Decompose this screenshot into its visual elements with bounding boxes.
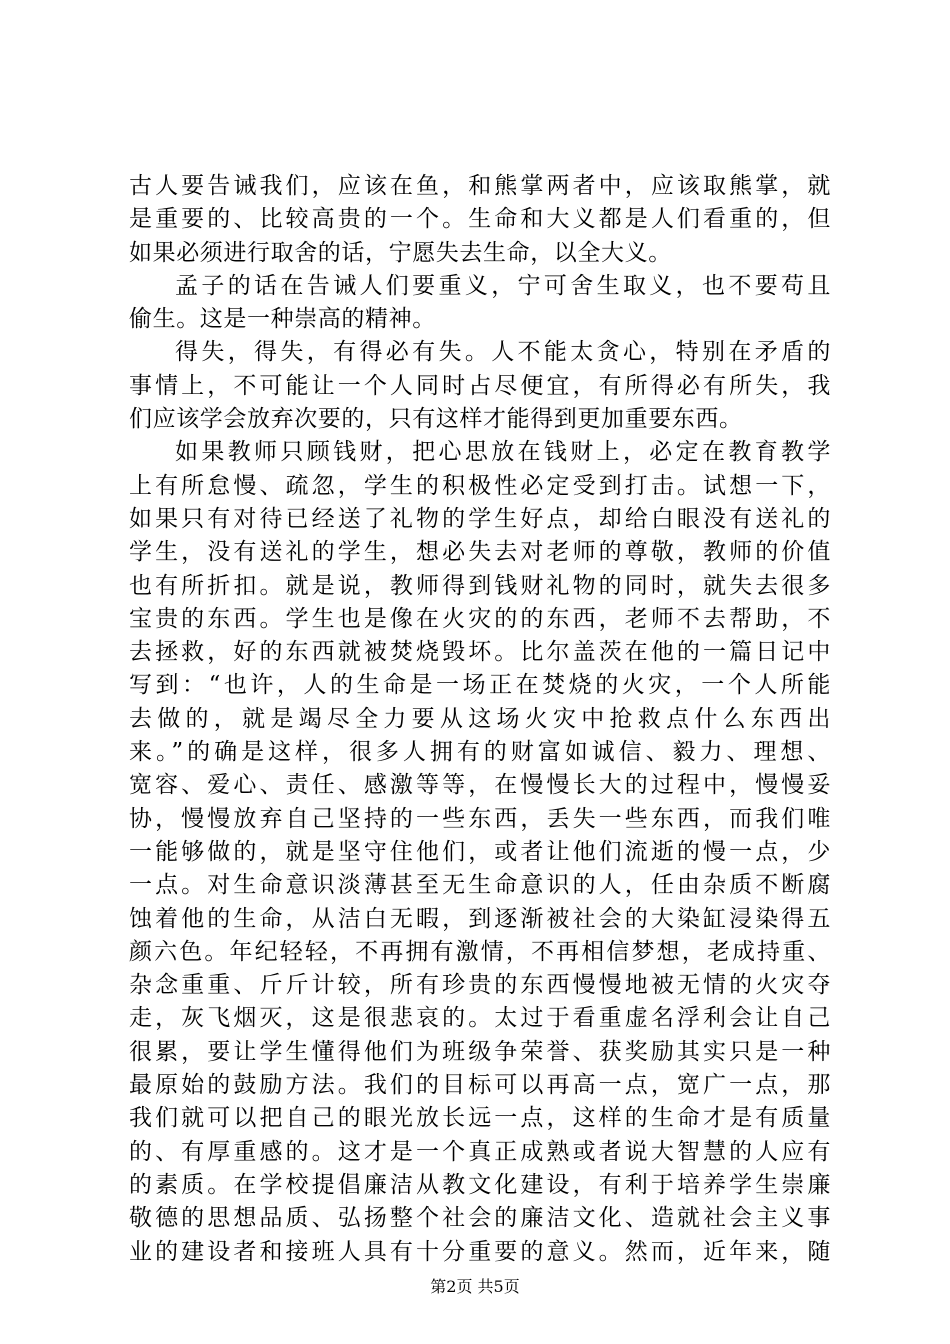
document-body (129, 170, 831, 1269)
text-line: 的素质。在学校提倡廉洁从教文化建设，有利于培养学生崇廉 (129, 1171, 831, 1198)
text-line: 写到：“也许，人的生命是一场正在焚烧的火灾，一个人所能 (129, 672, 831, 699)
text-line: 们应该学会放弃次要的，只有这样才能得到更加重要东西。 (129, 406, 743, 433)
text-line: 很累，要让学生懂得他们为班级争荣誉、获奖励其实只是一种 (129, 1038, 831, 1065)
text-line: 来。”的确是这样，很多人拥有的财富如诚信、毅力、理想、 (129, 739, 831, 766)
text-line: 得失，得失，有得必有失。人不能太贪心，特别在矛盾的 (175, 339, 831, 366)
text-line: 宝贵的东西。学生也是像在火灾的的东西，老师不去帮助，不 (129, 605, 831, 632)
text-line: 去做的，就是竭尽全力要从这场火灾中抢救点什么东西出 (129, 705, 831, 732)
text-line: 最原始的鼓励方法。我们的目标可以再高一点，宽广一点，那 (129, 1072, 831, 1099)
text-line: 如果只有对待已经送了礼物的学生好点，却给白眼没有送礼的 (129, 505, 831, 532)
text-line: 也有所折扣。就是说，教师得到钱财礼物的同时，就失去很多 (129, 572, 831, 599)
text-line: 学生，没有送礼的学生，想必失去对老师的尊敬，教师的价值 (129, 539, 831, 566)
page-number-footer: 第2页 共5页 (430, 1277, 520, 1296)
text-line: 敬德的思想品质、弘扬整个社会的廉洁文化、造就社会主义事 (129, 1205, 831, 1232)
text-line: 业的建设者和接班人具有十分重要的意义。然而，近年来，随 (129, 1238, 831, 1265)
text-line: 协，慢慢放弃自己坚持的一些东西，丢失一些东西，而我们唯 (129, 805, 831, 832)
text-line: 上有所怠慢、疏忽，学生的积极性必定受到打击。试想一下， (129, 472, 831, 499)
text-line: 我们就可以把自己的眼光放长远一点，这样的生命才是有质量 (129, 1105, 831, 1132)
text-line: 杂念重重、斤斤计较，所有珍贵的东西慢慢地被无情的火灾夺 (129, 972, 831, 999)
text-line: 的、有厚重感的。这才是一个真正成熟或者说大智慧的人应有 (129, 1138, 831, 1165)
text-line: 古人要告诫我们，应该在鱼，和熊掌两者中，应该取熊掌，就 (129, 173, 831, 199)
text-line: 如果教师只顾钱财，把心思放在钱财上，必定在教育教学 (175, 439, 831, 466)
text-line: 事情上，不可能让一个人同时占尽便宜，有所得必有所失，我 (129, 372, 831, 399)
text-line: 是重要的、比较高贵的一个。生命和大义都是人们看重的，但 (129, 206, 831, 233)
text-line: 孟子的话在告诫人们要重义，宁可舍生取义，也不要苟且 (175, 272, 831, 299)
text-line: 宽容、爱心、责任、感激等等，在慢慢长大的过程中，慢慢妥 (129, 772, 831, 799)
text-line: 一能够做的，就是坚守住他们，或者让他们流逝的慢一点，少 (129, 838, 831, 865)
text-line: 一点。对生命意识淡薄甚至无生命意识的人，任由杂质不断腐 (129, 872, 831, 899)
text-line: 偷生。这是一种崇高的精神。 (129, 306, 436, 333)
text-line: 蚀着他的生命，从洁白无暇，到逐渐被社会的大染缸浸染得五 (129, 905, 831, 932)
text-line: 走，灰飞烟灭，这是很悲哀的。太过于看重虚名浮利会让自己 (129, 1005, 831, 1032)
text-line: 如果必须进行取舍的话，宁愿失去生命，以全大义。 (129, 239, 672, 266)
text-line: 颜六色。年纪轻轻，不再拥有激情，不再相信梦想，老成持重、 (129, 938, 831, 965)
text-line: 去拯救，好的东西就被焚烧毁坏。比尔盖茨在他的一篇日记中 (129, 639, 831, 666)
